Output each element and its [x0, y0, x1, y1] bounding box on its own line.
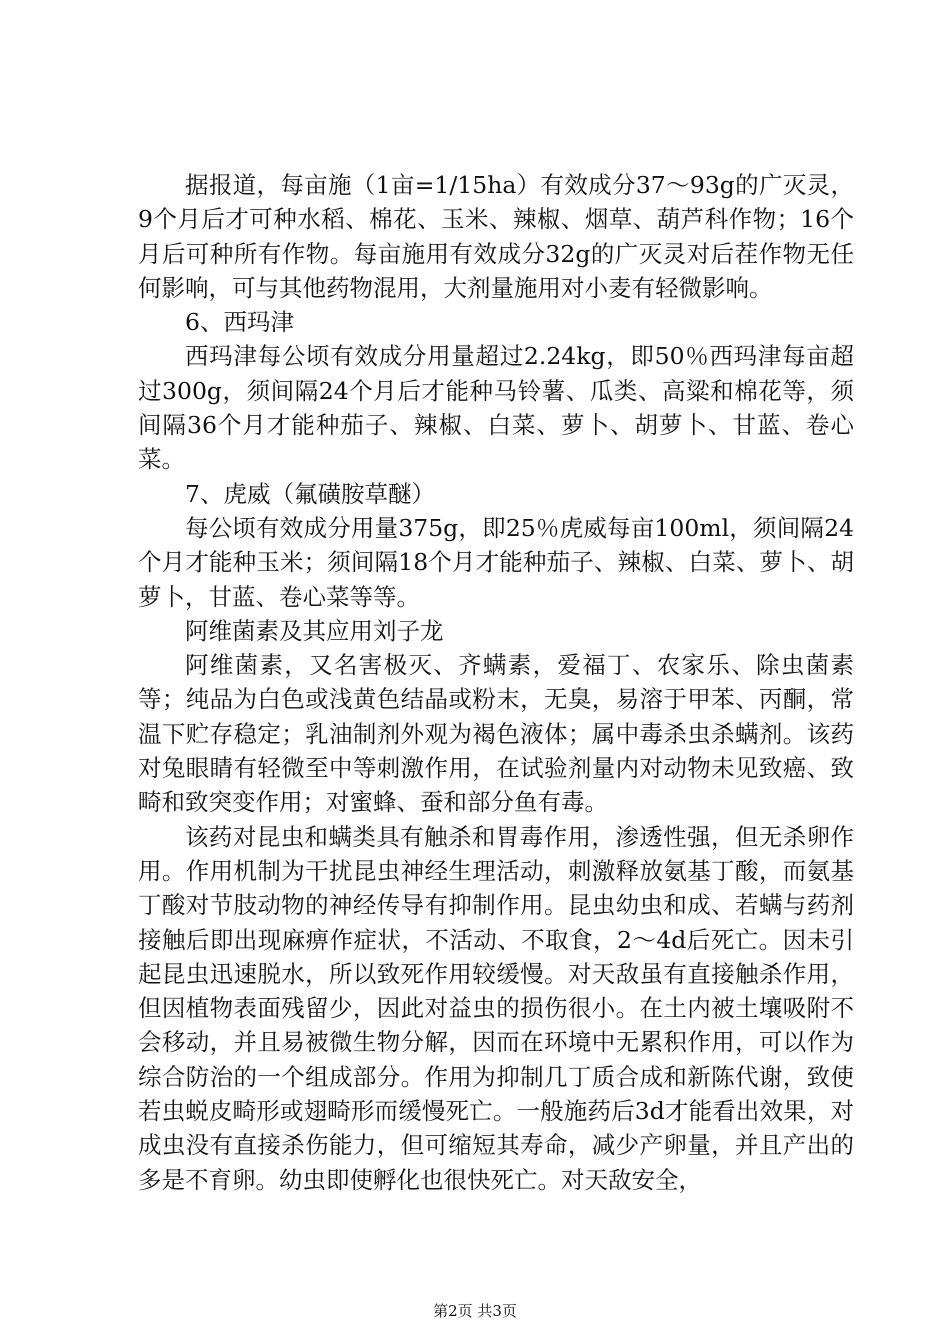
paragraph-fomesafen: 每公顷有效成分用量375g，即25％虎威每亩100ml，须间隔24个月才能种玉米；须间隔18个月才能种茄子、辣椒、白菜、萝卜、胡萝卜，甘蓝、卷心菜等等。 — [138, 513, 854, 611]
paragraph-abamectin-mechanism: 该药对昆虫和螨类具有触杀和胃毒作用，渗透性强，但无杀卵作用。作用机制为干扰昆虫神经生理活动，刺激释放氨基丁酸，而氨基丁酸对节肢动物的神经传导有抑制作用。昆虫幼虫和成、若螨与药剂接触后即出现麻痹作症状，不活动、不取食，2～4d后死亡。因未引起昆虫迅速脱水，所以致死作用较缓慢。对天敌虽有直接触杀作用，但因植物表面残留少，因此对益虫的损伤很小。在土内被土壤吸附不会移动，并且易被微生物分解，因而在环境中无累积作用，可以作为综合防治的一个组成部分。作用为抑制几丁质合成和新陈代谢，致使若虫蜕皮畸形或翅畸形而缓慢死亡。一般施药后3d才能看出效果，对成虫没有直接杀伤能力，但可缩短其寿命，减少产卵量，并且产出的多是不育卵。幼虫即使孵化也很快死亡。对天敌安全， — [138, 822, 854, 1194]
section-heading-simazine: 6、西玛津 — [185, 308, 294, 337]
paragraph-simazine: 西玛津每公顷有效成分用量超过2.24kg，即50％西玛津每亩超过300g，须间隔24个月后才能种马铃薯、瓜类、高粱和棉花等，须间隔36个月才能种茄子、辣椒、白菜、萝卜、胡萝卜、甘蓝、卷心菜。 — [138, 342, 854, 474]
paragraph-guangmieling-effects: 据报道，每亩施（1亩=1/15ha）有效成分37～93g的广灭灵，9个月后才可种水稻、棉花、玉米、辣椒、烟草、葫芦科作物；16个月后可种所有作物。每亩施用有效成分32g的广灭灵对后茬作物无任何影响，可与其他药物混用，大剂量施用对小麦有轻微影响。 — [138, 171, 854, 302]
page-footer: 第2页 共3页 — [433, 1302, 517, 1320]
section-heading-fomesafen: 7、虎威（氟磺胺草醚） — [185, 479, 435, 508]
article-title-abamectin: 阿维菌素及其应用刘子龙 — [185, 616, 444, 645]
paragraph-abamectin-properties: 阿维菌素，又名害极灭、齐螨素，爱福丁、农家乐、除虫菌素等；纯品为白色或浅黄色结晶或粉末，无臭，易溶于甲苯、丙酮，常温下贮存稳定；乳油制剂外观为褐色液体；属中毒杀虫杀螨剂。该药对兔眼睛有轻微至中等刺激作用，在试验剂量内对动物未见致癌、致畸和致突变作用；对蜜蜂、蚕和部分鱼有毒。 — [138, 651, 854, 817]
document-body — [138, 168, 854, 1197]
